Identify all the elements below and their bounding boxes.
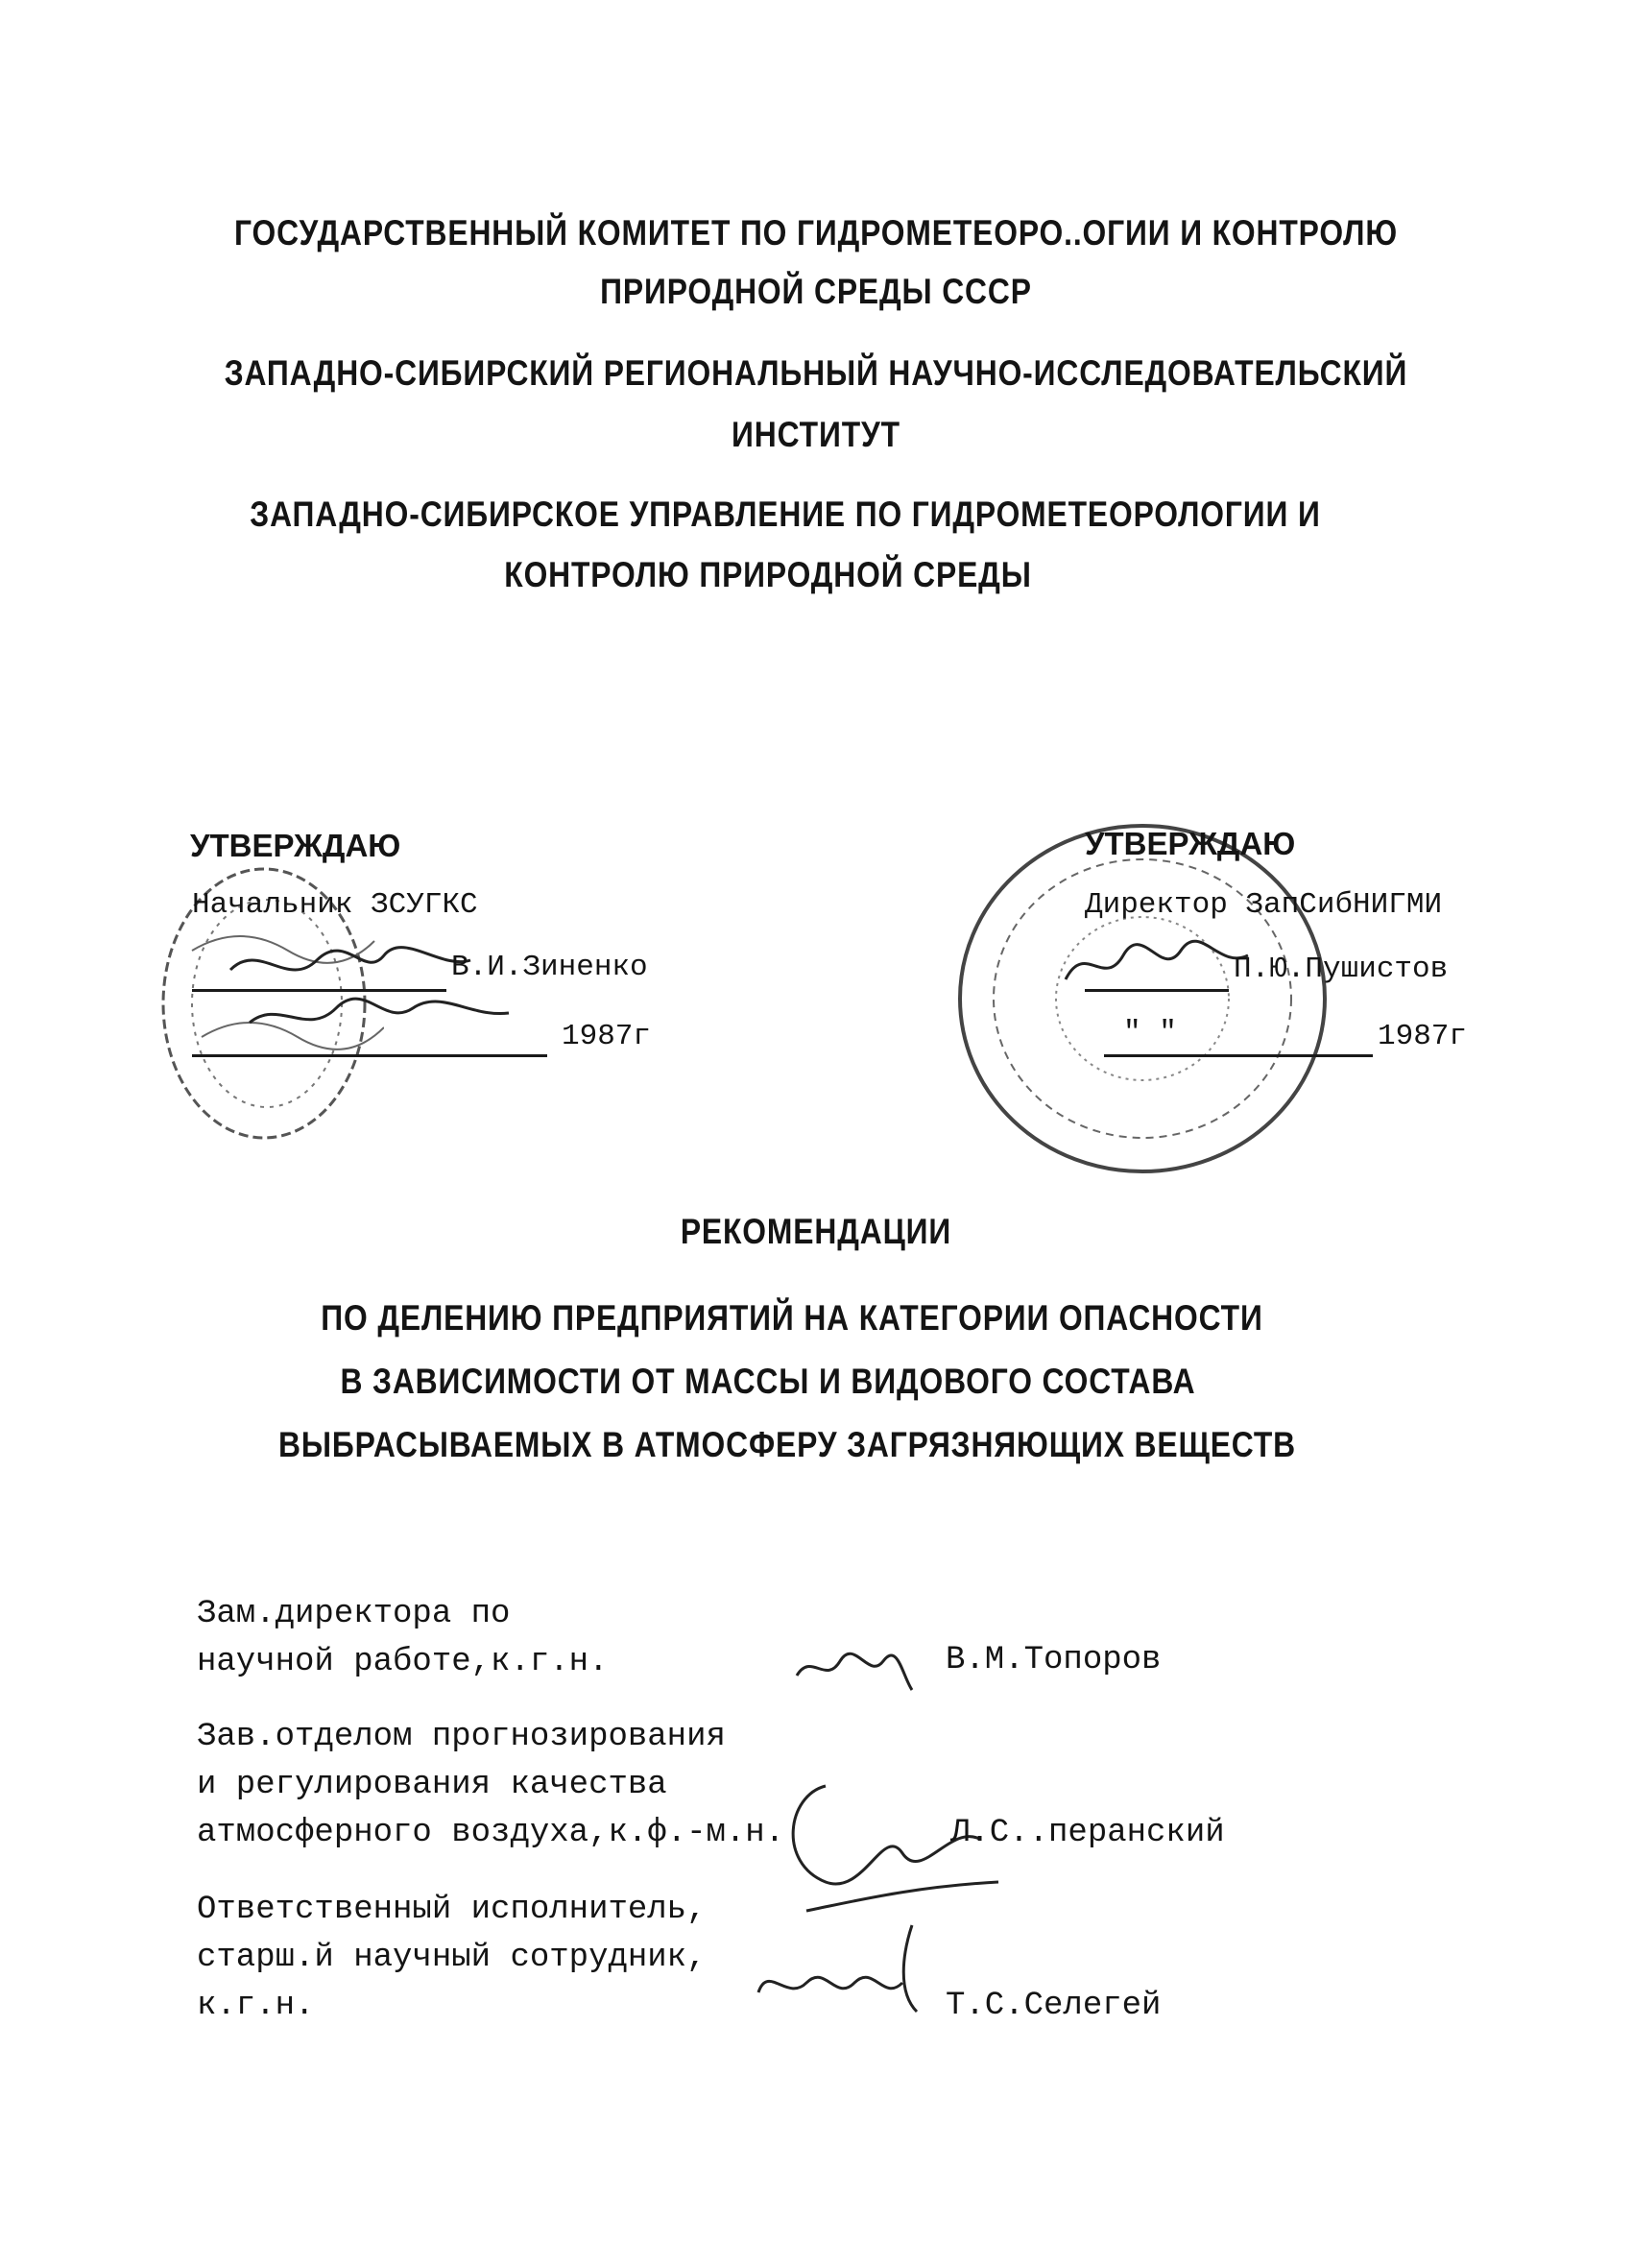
- approval-right-year: 1987г: [1378, 1020, 1468, 1053]
- signatory-3-name: Т.С.Селегей: [946, 1988, 1162, 2024]
- signature-toporov: [787, 1637, 922, 1704]
- approval-right-date-line: [1104, 1054, 1373, 1057]
- approval-right-position: Директор ЗапСибНИГМИ: [1085, 888, 1443, 922]
- signatory-3-role-line1: Ответственный исполнитель,: [197, 1892, 707, 1928]
- document-title: РЕКОМЕНДАЦИИ: [680, 1212, 952, 1251]
- signatory-3-role-line2: старш.й научный сотрудник,: [197, 1940, 707, 1976]
- signatory-2-role-line1: Зав.отделом прогнозирования: [197, 1719, 726, 1755]
- signatory-2-role-line3: атмосферного воздуха,к.ф.-м.н.: [197, 1815, 785, 1851]
- signatory-2-name: Л.С..перанский: [950, 1815, 1225, 1851]
- approval-left-position: Начальник ЗСУГКС: [192, 888, 478, 922]
- approval-left-date-line: [192, 1054, 547, 1057]
- title-line1: ПО ДЕЛЕНИЮ ПРЕДПРИЯТИЙ НА КАТЕГОРИИ ОПАСНОСТИ: [321, 1298, 1263, 1338]
- approval-left-signature-line: [192, 989, 446, 992]
- org3-line2: КОНТРОЛЮ ПРИРОДНОЙ СРЕДЫ: [504, 555, 1032, 594]
- approval-left-heading: УТВЕРЖДАЮ: [190, 828, 401, 863]
- signatory-3-role-line3: к.г.н.: [197, 1988, 315, 2024]
- approval-right-name: П.Ю.Пушистов: [1234, 953, 1449, 986]
- approval-left-year: 1987г: [562, 1020, 652, 1053]
- org1-line2: ПРИРОДНОЙ СРЕДЫ СССР: [600, 272, 1032, 311]
- approval-right-signature-line: [1085, 989, 1229, 992]
- approval-right-heading: УТВЕРЖДАЮ: [1085, 826, 1296, 861]
- approval-right-quote-marks: " ": [1123, 1016, 1177, 1050]
- title-line3: ВЫБРАСЫВАЕМЫХ В АТМОСФЕРУ ЗАГРЯЗНЯЮЩИХ ВЕЩЕСТВ: [277, 1425, 1297, 1464]
- signature-selegey: [739, 1906, 960, 2031]
- signatory-2-role-line2: и регулирования качества: [197, 1767, 667, 1803]
- org1-line1: ГОСУДАРСТВЕННЫЙ КОМИТЕТ ПО ГИДРОМЕТЕОРО..ОГИИ И КОНТРОЛЮ: [233, 213, 1399, 253]
- org3-line1: ЗАПАДНО-СИБИРСКОЕ УПРАВЛЕНИЕ ПО ГИДРОМЕТЕОРОЛОГИИ И: [250, 495, 1321, 534]
- org2-line2: ИНСТИТУТ: [732, 415, 900, 454]
- signatory-1-role-line2: научной работе,к.г.н.: [197, 1644, 609, 1680]
- signatory-1-name: В.М.Топоров: [946, 1642, 1162, 1678]
- approval-left-name: В.И.Зиненко: [451, 951, 648, 984]
- signatory-1-role-line1: Зам.директора по: [197, 1596, 511, 1632]
- title-line2: В ЗАВИСИМОСТИ ОТ МАССЫ И ВИДОВОГО СОСТАВА: [340, 1362, 1196, 1401]
- org2-line1: ЗАПАДНО-СИБИРСКИЙ РЕГИОНАЛЬНЫЙ НАУЧНО-ИССЛЕДОВАТЕЛЬСКИЙ: [224, 353, 1408, 393]
